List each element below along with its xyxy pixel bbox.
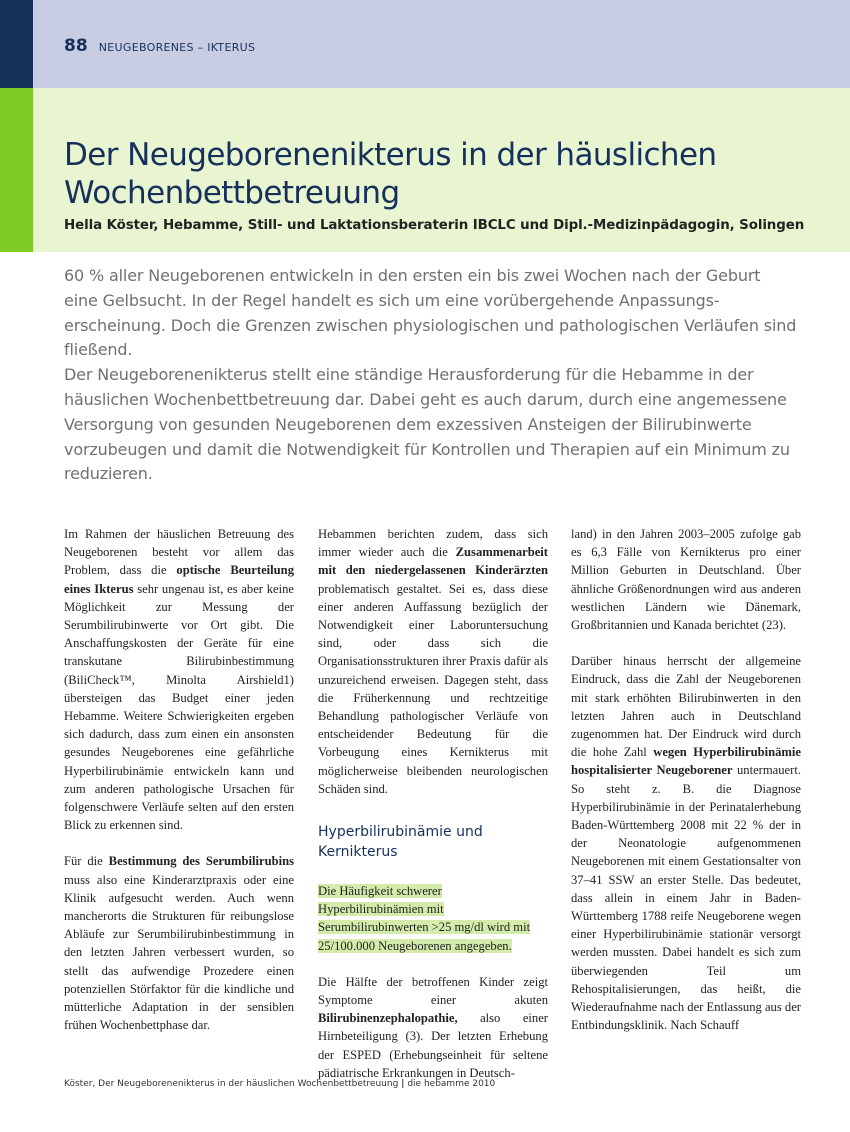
lead-paragraph	[64, 264, 799, 487]
text-run: Die Hälfte der betroffenen Kinder zeigt Symptome einer akuten	[318, 974, 548, 1008]
footer-journal: die hebamme 2010	[407, 1079, 496, 1089]
pull-quote-text: Die Häufigkeit schwerer Hyperbilirubinämien mit Serumbilirubinwerten >25 mg/dl wird mit 25/100.000 Neugeborenen angegeben.	[318, 884, 531, 953]
footer-citation: Köster, Der Neugeborenenikterus in der häuslichen Wochenbettbetreuung	[64, 1079, 399, 1089]
footer-separator: |	[401, 1079, 405, 1089]
text-run: Hebammen berichten zudem, dass sich immer wieder auch die	[318, 527, 548, 560]
subheading: Hyperbilirubinämie und Kernikterus	[318, 824, 483, 861]
col3-paragraph-1: land) in den Jahren 2003–2005 zufolge gab es 6,3 Fälle von Kernikterus pro einer Million Geburten in Deutschland. Über ähnliche Größenordnungen wird aus anderen westlichen Ländern wie Dänemark, Großbritannien und Kanada berichtet (23).	[571, 527, 801, 633]
bold-run: Zusammenarbeit mit den niedergelassenen Kinderärzten	[318, 545, 548, 578]
text-run: untermauert. So steht z. B. die Diagnose Hyperbilirubinämie in der Perinatalerhebung Baden-Württemberg 2008 mit 22 % der in der Neonatologie aufgenommenen Neugeborenen mit einem Gestationsalter von 37–41 SSW an erster Stelle. Das bedeutet, dass allein in einem Jahr in Baden-Württemberg 1788 reife Neugeborene wegen einer Hyperbilirubinämie stationär versorgt werden mussten. Dabei handelt es sich zum überwiegenden Teil um Rehospitalisierungen, das heißt, die Wiederaufnahme nach der Entlassung aus der Entbindungsklinik. Nach Schauff	[571, 763, 801, 1033]
text-run: muss also eine Kinderarztpraxis oder eine Klinik aufgesucht werden. Auch wenn mancherorts die Strukturen für reibungslose Abläufe zur Serumbilirubinbestimmung in den letzten Jahren verbessert wurden, so stellt das aufwendige Prozedere einen potenziellen Störfaktor für die kindliche und mütterliche Adaptation in der sensiblen frühen Wochenbettphase dar.	[64, 872, 294, 1033]
header-accent-bar	[0, 0, 33, 88]
column-3	[571, 525, 801, 1034]
text-run: also einer Hirnbeteiligung (3). Der letzten Erhebung der ESPED (Erhebungseinheit für seltene pädiatrische Erkrankungen in Deutsch-	[318, 1011, 548, 1080]
section-label: NEUGEBORENES – IKTERUS	[98, 41, 256, 54]
column-2	[318, 525, 548, 1082]
col2-paragraph-2	[318, 973, 548, 1082]
text-run: Im Rahmen der häuslichen Betreuung des Neugeborenen besteht vor allem das Problem, dass die	[64, 527, 294, 578]
text-run: Für die	[64, 854, 109, 869]
col1-paragraph-2	[64, 852, 294, 1034]
column-1	[64, 525, 294, 1034]
page-info	[64, 36, 255, 56]
col1-paragraph-1	[64, 525, 294, 834]
title-accent-bar	[0, 88, 33, 252]
author-line: Hella Köster, Hebamme, Still- und Laktationsberaterin IBCLC und Dipl.-Medizinpädagogin, Solingen	[64, 218, 805, 233]
text-run: sehr ungenau ist, es aber keine Möglichkeit zur Messung der Serumbilirubinwerte vor Ort gibt. Die Anschaffungskosten der Geräte für eine transkutane Bilirubinbestimmung (BiliCheck™, Minolta Airshield1) übersteigen das Budget einer jeden Hebamme. Weitere Schwierigkeiten ergeben sich dadurch, dass zum einen ein ansonsten gesundes Neugeborenes eine gefährliche Hyperbilirubinämie entwickeln kann und zum anderen pathologische Ursachen für folgenschwere Verläufe selten auf den ersten Blick zu erkennen sind.	[64, 581, 294, 833]
bold-run: optische Beurteilung eines Ikterus	[64, 563, 294, 596]
pull-quote	[318, 882, 548, 955]
col2-paragraph-1	[318, 525, 548, 798]
bold-run: wegen Hyperbilirubinämie hospitalisierter Neugeborener	[571, 745, 801, 778]
bold-run: Bilirubinenzephalopathie,	[318, 1011, 458, 1026]
text-run: problematisch gestaltet. Sei es, dass diese einer anderen Auffassung bezüglich der Notwendigkeit einer Laboruntersuchung sind, oder dass sich die Organisationsstrukturen ihrer Praxis dafür als unzureichend erweisen. Dagegen steht, dass die Früherkennung und rechtzeitige Behandlung pathologischer Verläufe von entscheidender Bedeutung für die Vorbeugung eines Kernikterus mit möglicherweise bleibenden neurologischen Schäden sind.	[318, 581, 548, 796]
page-number: 88	[64, 36, 88, 56]
running-header	[0, 0, 850, 88]
col3-paragraph-2	[571, 652, 801, 1034]
bold-run: Bestimmung des Serumbilirubins	[108, 854, 294, 869]
lead-p2: Der Neugeborenenikterus stellt eine ständige Herausforderung für die Hebamme in der häuslichen Wochenbettbetreuung dar. Dabei geht es auch darum, durch eine angemessene Versorgung von gesunden Neugeborenen dem exzessiven Ansteigen der Bilirubinwerte vorzubeugen und damit die Notwendigkeit für Kontrollen und Therapien auf ein Minimum zu reduzieren.	[64, 365, 790, 484]
article-title: Der Neugeborenenikterus in der häuslichen Wochenbettbetreuung	[64, 137, 717, 211]
title-band	[0, 88, 850, 252]
lead-p1: 60 % aller Neugeborenen entwickeln in den ersten ein bis zwei Wochen nach der Geburt eine Gelbsucht. In der Regel handelt es sich um eine vorübergehende Anpassungserscheinung. Doch die Grenzen zwischen physiologischen und pathologischen Verläufen sind fließend.	[64, 266, 797, 360]
footer	[64, 1079, 495, 1089]
text-run: Darüber hinaus herrscht der allgemeine Eindruck, dass die Zahl der Neugeborenen mit stark erhöhten Bilirubinwerten in den letzten Jahren auch in Deutschland zugenommen hat. Der Eindruck wird durch die hohe Zahl	[571, 654, 801, 760]
